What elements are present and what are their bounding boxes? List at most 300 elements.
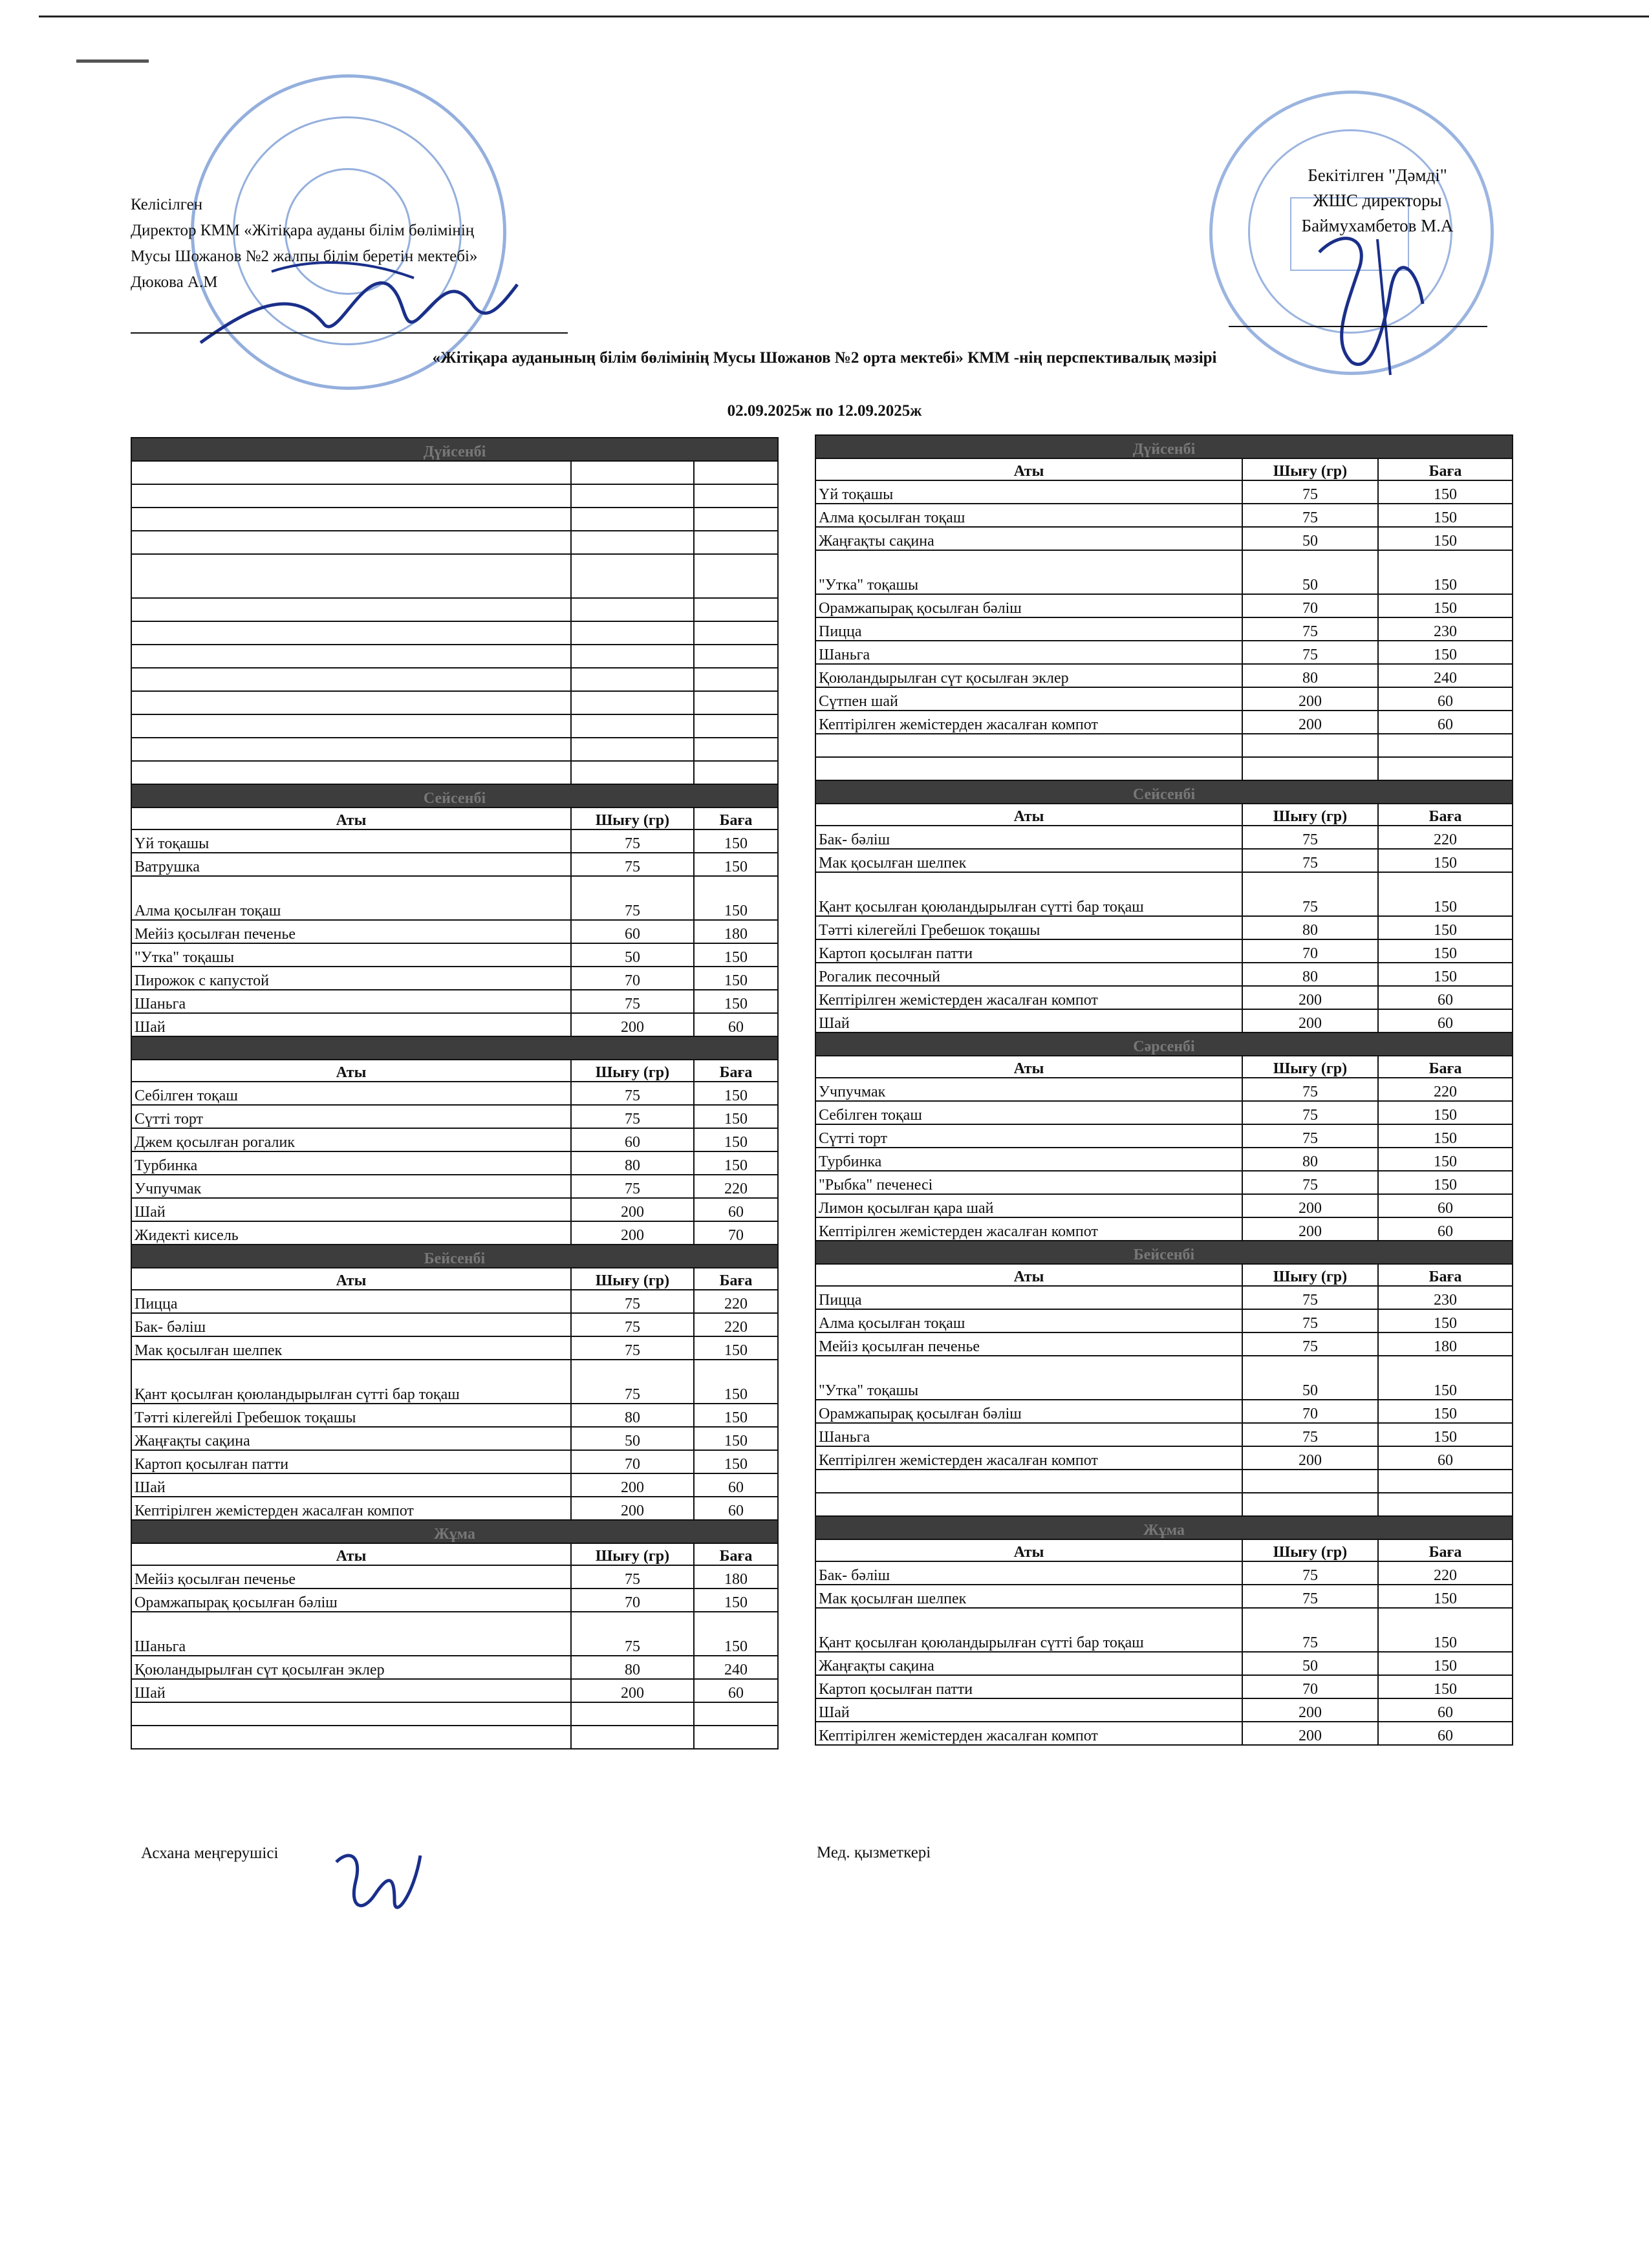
menu-item-row: [815, 550, 1513, 594]
col-weight-header: Шығу (гр): [571, 1543, 694, 1565]
empty-cell: [131, 554, 571, 598]
item-price: 150: [694, 1151, 778, 1175]
menu-item-row: [131, 1497, 778, 1520]
item-price: 220: [1378, 826, 1513, 849]
item-name: Лимон қосылған қара шай: [815, 1194, 1242, 1217]
item-weight: 200: [571, 1497, 694, 1520]
empty-cell: [694, 461, 778, 484]
item-price: 150: [694, 853, 778, 876]
day-header-row: [131, 1520, 778, 1543]
item-price: 60: [1378, 1194, 1513, 1217]
item-weight: 75: [1242, 1124, 1378, 1148]
empty-row: [131, 508, 778, 531]
empty-cell: [131, 461, 571, 484]
item-price: 150: [1378, 527, 1513, 550]
empty-cell: [694, 484, 778, 508]
item-weight: 200: [1242, 1698, 1378, 1722]
menu-item-row: [131, 1198, 778, 1221]
item-weight: 75: [1242, 1423, 1378, 1446]
empty-row: [131, 484, 778, 508]
col-name-header: Аты: [815, 1056, 1242, 1078]
menu-item-row: [131, 943, 778, 967]
empty-row: [131, 738, 778, 761]
item-name: "Утка" тоқашы: [815, 550, 1242, 594]
item-price: 60: [1378, 986, 1513, 1009]
item-price: 150: [1378, 1101, 1513, 1124]
column-header-row: [815, 1264, 1513, 1286]
item-weight: 200: [1242, 986, 1378, 1009]
item-price: 180: [694, 920, 778, 943]
menu-item-row: [815, 1309, 1513, 1332]
menu-item-row: [815, 1698, 1513, 1722]
scan-top-edge: [39, 16, 1649, 17]
empty-row: [131, 1726, 778, 1749]
item-price: 150: [1378, 872, 1513, 916]
empty-cell: [131, 645, 571, 668]
item-price: 180: [694, 1565, 778, 1589]
menu-item-row: [815, 594, 1513, 617]
item-weight: 80: [1242, 963, 1378, 986]
empty-row: [131, 621, 778, 645]
empty-cell: [131, 531, 571, 554]
empty-cell: [131, 508, 571, 531]
day-name: Сейсенбі: [131, 784, 778, 808]
menu-item-row: [815, 986, 1513, 1009]
item-name: Сүтпен шай: [815, 687, 1242, 711]
item-name: Пирожок с капустой: [131, 967, 571, 990]
item-price: 150: [694, 829, 778, 853]
empty-cell: [1242, 1493, 1378, 1516]
item-weight: 75: [571, 829, 694, 853]
item-price: 150: [1378, 849, 1513, 872]
col-name-header: Аты: [131, 1268, 571, 1290]
empty-cell: [131, 738, 571, 761]
item-name: Шаньга: [815, 641, 1242, 664]
menu-item-row: [131, 1221, 778, 1245]
item-weight: 80: [1242, 1148, 1378, 1171]
item-name: Қоюландырылған сүт қосылған эклер: [815, 664, 1242, 687]
item-name: Тәтті кілегейлі Гребешок тоқашы: [815, 916, 1242, 939]
item-price: 220: [694, 1290, 778, 1313]
item-name: Шай: [131, 1679, 571, 1702]
item-price: 60: [694, 1679, 778, 1702]
item-weight: 50: [1242, 1356, 1378, 1400]
menu-item-row: [815, 1148, 1513, 1171]
item-weight: 75: [571, 1175, 694, 1198]
menu-item-row: [131, 1565, 778, 1589]
empty-row: [131, 668, 778, 691]
empty-cell: [571, 461, 694, 484]
item-weight: 75: [571, 1612, 694, 1656]
empty-cell: [131, 621, 571, 645]
menu-item-row: [815, 1446, 1513, 1470]
empty-cell: [694, 714, 778, 738]
menu-item-row: [131, 990, 778, 1013]
item-name: Турбинка: [131, 1151, 571, 1175]
empty-cell: [694, 1726, 778, 1749]
item-weight: 75: [1242, 504, 1378, 527]
empty-cell: [1378, 757, 1513, 780]
item-name: Учпучмак: [131, 1175, 571, 1198]
item-name: Қант қосылған қоюландырылған сүтті бар тоқаш: [815, 1608, 1242, 1652]
col-name-header: Аты: [815, 804, 1242, 826]
menu-item-row: [131, 1612, 778, 1656]
item-weight: 200: [1242, 1446, 1378, 1470]
item-price: 150: [694, 1105, 778, 1128]
item-price: 150: [694, 1082, 778, 1105]
empty-cell: [571, 645, 694, 668]
item-price: 60: [1378, 1217, 1513, 1241]
empty-cell: [1378, 734, 1513, 757]
item-price: 60: [1378, 1446, 1513, 1470]
item-weight: 200: [1242, 1194, 1378, 1217]
day-header-row: [131, 1245, 778, 1268]
item-name: Қоюландырылған сүт қосылған эклер: [131, 1656, 571, 1679]
item-name: Алма қосылған тоқаш: [815, 1309, 1242, 1332]
item-name: Мак қосылған шелпек: [815, 849, 1242, 872]
empty-cell: [694, 554, 778, 598]
left-menu-panel: [131, 437, 777, 1749]
item-weight: 75: [1242, 826, 1378, 849]
empty-cell: [571, 1726, 694, 1749]
item-price: 60: [1378, 1722, 1513, 1745]
empty-cell: [1378, 1493, 1513, 1516]
item-name: Шай: [131, 1013, 571, 1036]
item-name: Сүтті торт: [815, 1124, 1242, 1148]
day-header-row: [815, 780, 1513, 804]
menu-item-row: [131, 1450, 778, 1473]
empty-row: [131, 1702, 778, 1726]
empty-row: [131, 461, 778, 484]
day-header-row: [815, 435, 1513, 458]
item-weight: 200: [1242, 1217, 1378, 1241]
menu-item-row: [815, 617, 1513, 641]
item-weight: 70: [571, 967, 694, 990]
menu-item-row: [131, 829, 778, 853]
col-price-header: Баға: [1378, 804, 1513, 826]
day-header-row: [815, 1032, 1513, 1056]
approved-rule: [1229, 326, 1487, 327]
item-price: 60: [694, 1497, 778, 1520]
menu-item-row: [815, 1722, 1513, 1745]
item-weight: 70: [1242, 594, 1378, 617]
empty-cell: [694, 598, 778, 621]
menu-item-row: [815, 664, 1513, 687]
item-name: Шай: [131, 1198, 571, 1221]
item-price: 150: [694, 967, 778, 990]
menu-item-row: [131, 920, 778, 943]
item-price: 60: [694, 1198, 778, 1221]
empty-cell: [815, 1493, 1242, 1516]
empty-cell: [694, 645, 778, 668]
item-weight: 200: [1242, 711, 1378, 734]
item-name: Шай: [815, 1698, 1242, 1722]
approved-line: ЖШС директоры: [1313, 191, 1442, 210]
day-name: [131, 1036, 778, 1060]
empty-row: [131, 645, 778, 668]
item-name: Мейіз қосылған печенье: [815, 1332, 1242, 1356]
col-weight-header: Шығу (гр): [1242, 1264, 1378, 1286]
agreed-block: [131, 192, 477, 295]
day-header-row: [131, 1036, 778, 1060]
item-name: Үй тоқашы: [131, 829, 571, 853]
item-price: 150: [1378, 1423, 1513, 1446]
menu-item-row: [815, 1194, 1513, 1217]
menu-item-row: [815, 687, 1513, 711]
day-header-row: [815, 1241, 1513, 1264]
item-price: 150: [694, 1128, 778, 1151]
item-price: 220: [1378, 1561, 1513, 1585]
scan-mark: [76, 59, 149, 63]
item-name: Тәтті кілегейлі Гребешок тоқашы: [131, 1404, 571, 1427]
menu-item-row: [131, 1082, 778, 1105]
empty-row: [815, 1493, 1513, 1516]
item-name: Бак- бәліш: [131, 1313, 571, 1336]
column-header-row: [131, 1268, 778, 1290]
empty-row: [131, 691, 778, 714]
approved-block: [1248, 163, 1507, 239]
item-weight: 75: [571, 1313, 694, 1336]
item-weight: 70: [571, 1589, 694, 1612]
item-weight: 80: [571, 1151, 694, 1175]
menu-table: [131, 437, 779, 1749]
item-name: Шаньга: [131, 990, 571, 1013]
empty-cell: [694, 621, 778, 645]
item-name: Кептірілген жемістерден жасалған компот: [815, 1217, 1242, 1241]
item-price: 220: [1378, 1078, 1513, 1101]
item-name: "Утка" тоқашы: [131, 943, 571, 967]
item-name: Жаңғақты сақина: [815, 1652, 1242, 1675]
empty-cell: [694, 738, 778, 761]
item-price: 150: [1378, 1400, 1513, 1423]
empty-cell: [815, 734, 1242, 757]
col-price-header: Баға: [694, 1060, 778, 1082]
item-weight: 200: [571, 1198, 694, 1221]
item-price: 150: [1378, 480, 1513, 504]
day-header-row: [815, 1516, 1513, 1539]
empty-cell: [131, 714, 571, 738]
item-name: Кептірілген жемістерден жасалған компот: [815, 711, 1242, 734]
item-weight: 50: [1242, 550, 1378, 594]
menu-item-row: [815, 1585, 1513, 1608]
menu-item-row: [815, 711, 1513, 734]
item-price: 150: [1378, 594, 1513, 617]
approved-line: Бекітілген "Дәмді": [1308, 166, 1447, 185]
menu-item-row: [815, 1171, 1513, 1194]
item-name: Мейіз қосылған печенье: [131, 920, 571, 943]
item-weight: 80: [1242, 664, 1378, 687]
document-title: «Жітіқара ауданының білім бөлімінің Мусы Шожанов №2 орта мектебі» КММ -нің перспективалық мәзірі: [432, 349, 1217, 367]
menu-table: [815, 434, 1513, 1746]
empty-cell: [571, 484, 694, 508]
item-weight: 200: [1242, 1009, 1378, 1032]
item-price: 230: [1378, 1286, 1513, 1309]
empty-row: [131, 761, 778, 784]
col-price-header: Баға: [1378, 1539, 1513, 1561]
item-name: Картоп қосылған патти: [815, 939, 1242, 963]
column-header-row: [815, 1056, 1513, 1078]
item-name: "Рыбка" печенесі: [815, 1171, 1242, 1194]
item-weight: 200: [1242, 1722, 1378, 1745]
item-price: 150: [694, 1404, 778, 1427]
item-name: Алма қосылған тоқаш: [131, 876, 571, 920]
item-price: 150: [694, 1589, 778, 1612]
empty-cell: [131, 691, 571, 714]
item-price: 60: [1378, 1698, 1513, 1722]
item-weight: 75: [1242, 641, 1378, 664]
item-name: Үй тоқашы: [815, 480, 1242, 504]
col-price-header: Баға: [1378, 458, 1513, 480]
item-weight: 75: [1242, 1608, 1378, 1652]
item-price: 70: [694, 1221, 778, 1245]
menu-item-row: [131, 1473, 778, 1497]
empty-row: [131, 531, 778, 554]
item-name: Шаньга: [815, 1423, 1242, 1446]
day-header-row: [131, 438, 778, 461]
item-price: 150: [694, 1336, 778, 1360]
item-weight: 75: [1242, 1561, 1378, 1585]
empty-cell: [571, 738, 694, 761]
item-weight: 80: [1242, 916, 1378, 939]
item-price: 150: [1378, 641, 1513, 664]
day-name: Бейсенбі: [815, 1241, 1513, 1264]
menu-item-row: [815, 1356, 1513, 1400]
item-weight: 75: [571, 990, 694, 1013]
day-name: Сейсенбі: [815, 780, 1513, 804]
empty-cell: [694, 691, 778, 714]
menu-item-row: [131, 876, 778, 920]
item-price: 150: [1378, 1585, 1513, 1608]
item-name: Пицца: [131, 1290, 571, 1313]
col-price-header: Баға: [694, 1543, 778, 1565]
item-weight: 75: [571, 1360, 694, 1404]
col-weight-header: Шығу (гр): [571, 1060, 694, 1082]
item-name: Кептірілген жемістерден жасалған компот: [815, 986, 1242, 1009]
item-weight: 50: [571, 1427, 694, 1450]
approved-line: Баймухамбетов М.А: [1301, 216, 1454, 235]
empty-row: [131, 554, 778, 598]
col-name-header: Аты: [131, 808, 571, 829]
item-name: Қант қосылған қоюландырылған сүтті бар тоқаш: [815, 872, 1242, 916]
day-name: Жұма: [815, 1516, 1513, 1539]
item-name: Учпучмак: [815, 1078, 1242, 1101]
menu-item-row: [815, 1124, 1513, 1148]
col-price-header: Баға: [694, 808, 778, 829]
item-price: 180: [1378, 1332, 1513, 1356]
kitchen-manager-label: Асхана меңгерушісі: [141, 1845, 279, 1862]
empty-cell: [1242, 734, 1378, 757]
right-menu-panel: [815, 434, 1512, 1746]
item-name: Себілген тоқаш: [131, 1082, 571, 1105]
item-price: 150: [1378, 1148, 1513, 1171]
item-name: Пицца: [815, 1286, 1242, 1309]
menu-item-row: [131, 1656, 778, 1679]
item-weight: 75: [571, 1290, 694, 1313]
empty-cell: [694, 531, 778, 554]
menu-item-row: [131, 1404, 778, 1427]
empty-cell: [571, 554, 694, 598]
item-weight: 75: [571, 1565, 694, 1589]
menu-item-row: [815, 916, 1513, 939]
column-header-row: [131, 808, 778, 829]
item-weight: 70: [1242, 1400, 1378, 1423]
empty-cell: [131, 1726, 571, 1749]
col-name-header: Аты: [815, 1264, 1242, 1286]
item-weight: 60: [571, 1128, 694, 1151]
menu-item-row: [131, 1013, 778, 1036]
menu-item-row: [815, 1608, 1513, 1652]
item-weight: 75: [1242, 480, 1378, 504]
item-price: 230: [1378, 617, 1513, 641]
item-name: Жаңғақты сақина: [815, 527, 1242, 550]
menu-item-row: [131, 1151, 778, 1175]
menu-item-row: [131, 967, 778, 990]
item-name: Мак қосылған шелпек: [131, 1336, 571, 1360]
item-name: Мейіз қосылған печенье: [131, 1565, 571, 1589]
item-name: Турбинка: [815, 1148, 1242, 1171]
empty-cell: [571, 691, 694, 714]
column-header-row: [131, 1543, 778, 1565]
item-price: 60: [1378, 687, 1513, 711]
empty-cell: [694, 1702, 778, 1726]
item-name: Себілген тоқаш: [815, 1101, 1242, 1124]
empty-row: [131, 598, 778, 621]
item-weight: 75: [1242, 1101, 1378, 1124]
empty-cell: [571, 598, 694, 621]
date-range: 02.09.2025ж по 12.09.2025ж: [727, 402, 922, 420]
empty-cell: [1378, 1470, 1513, 1493]
item-price: 150: [1378, 1675, 1513, 1698]
menu-item-row: [131, 1336, 778, 1360]
item-name: Жаңғақты сақина: [131, 1427, 571, 1450]
item-weight: 200: [571, 1679, 694, 1702]
empty-cell: [571, 621, 694, 645]
menu-item-row: [815, 1217, 1513, 1241]
item-name: Картоп қосылған патти: [131, 1450, 571, 1473]
empty-cell: [571, 761, 694, 784]
empty-cell: [571, 531, 694, 554]
menu-item-row: [815, 1561, 1513, 1585]
menu-item-row: [815, 1400, 1513, 1423]
item-price: 150: [1378, 1124, 1513, 1148]
item-weight: 200: [571, 1473, 694, 1497]
item-price: 220: [694, 1175, 778, 1198]
item-weight: 60: [571, 920, 694, 943]
item-name: "Утка" тоқашы: [815, 1356, 1242, 1400]
item-name: Рогалик песочный: [815, 963, 1242, 986]
day-name: Дүйсенбі: [815, 435, 1513, 458]
menu-item-row: [815, 939, 1513, 963]
menu-item-row: [815, 527, 1513, 550]
item-weight: 75: [571, 1105, 694, 1128]
empty-cell: [815, 1470, 1242, 1493]
item-price: 150: [1378, 939, 1513, 963]
item-weight: 50: [1242, 1652, 1378, 1675]
day-name: Сәрсенбі: [815, 1032, 1513, 1056]
item-price: 150: [1378, 1356, 1513, 1400]
item-name: Шаньга: [131, 1612, 571, 1656]
empty-cell: [1242, 757, 1378, 780]
empty-cell: [131, 484, 571, 508]
item-weight: 75: [571, 876, 694, 920]
item-weight: 75: [1242, 1078, 1378, 1101]
col-name-header: Аты: [131, 1060, 571, 1082]
empty-row: [131, 714, 778, 738]
empty-cell: [694, 761, 778, 784]
medical-staff-label: Мед. қызметкері: [817, 1844, 931, 1861]
day-name: Жұма: [131, 1520, 778, 1543]
item-price: 150: [1378, 916, 1513, 939]
